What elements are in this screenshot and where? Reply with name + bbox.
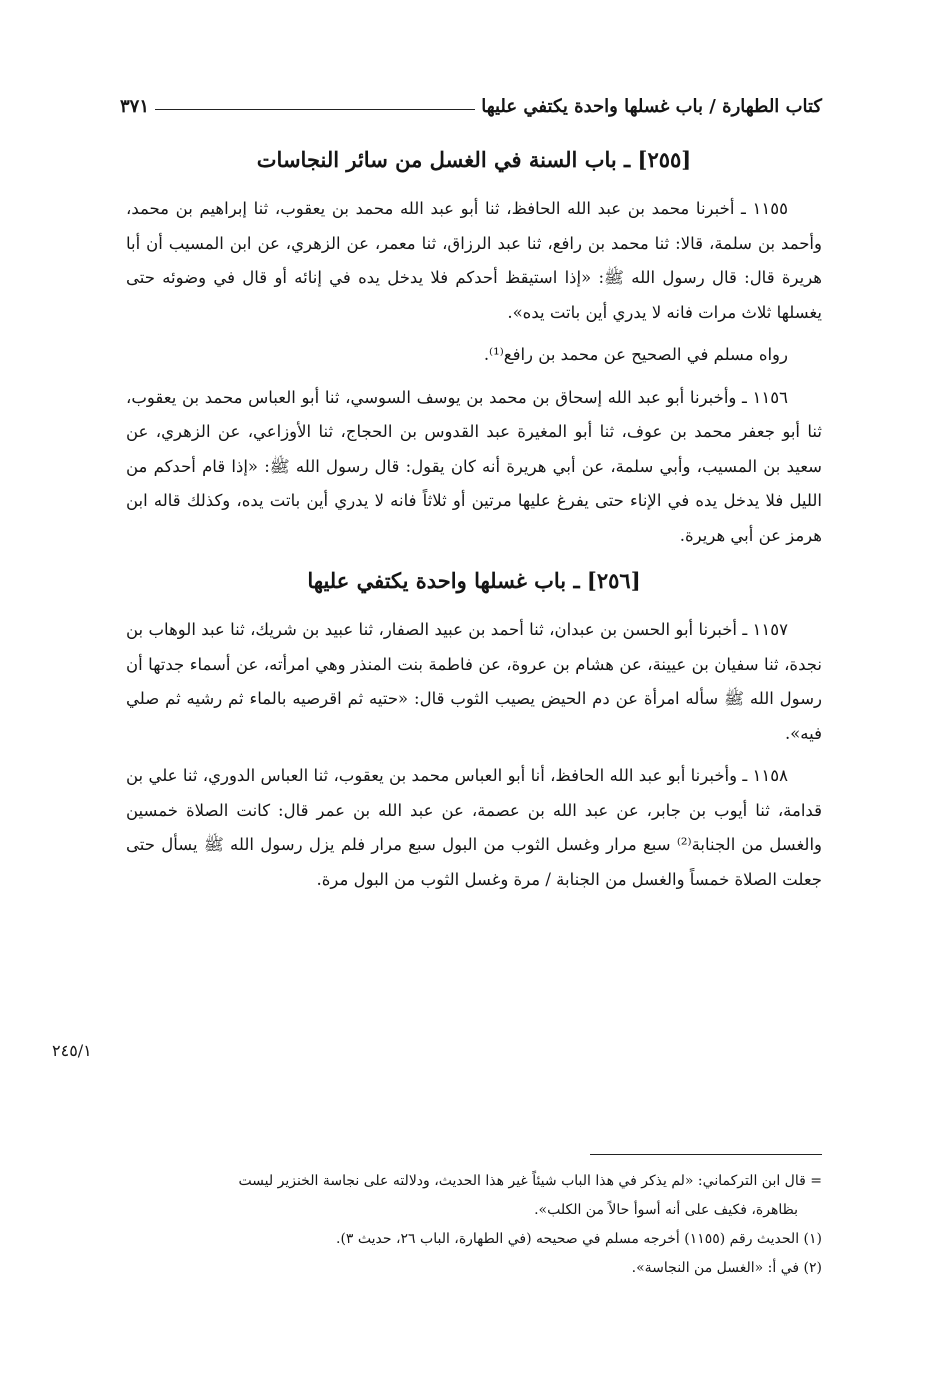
footnote-continuation: = قال ابن التركماني: «لم يذكر في هذا الباب شيئاً غير هذا الحديث، ودلالته على نجاسة الخنزير ليست xyxy=(238,1173,822,1189)
footnote-divider xyxy=(590,1154,822,1155)
hadith-1158: ١١٥٨ ـ وأخبرنا أبو عبد الله الحافظ، أنا أبو العباس محمد بن يعقوب، ثنا العباس الدوري، ثنا علي بن قدامة، ثنا أيوب بن جابر، عن عبد الله بن عصمة، عن عبد الله بن عمر قال: كانت الصلاة خمسين والغسل من الجنابة⁽²⁾ سبع مرار وغسل الثوب من البول سبع مرار فلم يزل رسول الله ﷺ يسأل حتى جعلت الصلاة خمساً والغسل من الجنابة / مرة وغسل الثوب من البول مرة. xyxy=(126,766,822,889)
footnote-1: (١) الحديث رقم (١١٥٥) أخرجه مسلم في صحيحه (في الطهارة، الباب ٢٦، حديث ٣). xyxy=(336,1231,822,1247)
running-header-title: كتاب الطهارة / باب غسلها واحدة يكتفي عليها xyxy=(481,95,822,117)
hadith-1156: ١١٥٦ ـ وأخبرنا أبو عبد الله إسحاق بن محمد بن يوسف السوسي، ثنا أبو العباس محمد بن يعقوب، ثنا أبو جعفر محمد بن عوف، ثنا أبو المغيرة عبد القدوس بن الحجاج، ثنا الأوزاعي، عن الزهري، عن سعيد بن المسيب، وأبي سلمة، عن أبي هريرة أنه كان يقول: قال رسول الله ﷺ: «إذا قام أحدكم من الليل فلا يدخل يده في الإناء حتى يفرغ عليها مرتين أو ثلاثاً فانه لا يدري أين باتت يده، وكذلك قاله ابن هرمز عن أبي هريرة. xyxy=(126,387,822,545)
hadith-1155: ١١٥٥ ـ أخبرنا محمد بن عبد الله الحافظ، ثنا أبو عبد الله محمد بن يعقوب، ثنا إبراهيم بن محمد، وأحمد بن سلمة، قالا: ثنا محمد بن رافع، ثنا عبد الرزاق، ثنا معمر، عن الزهري، عن ابن المسيب أن أبا هريرة قال: قال رسول الله ﷺ: «إذا استيقظ أحدكم فلا يدخل يده في إنائه أو قال في وضوئه حتى يغسلها ثلاث مرات فانه لا يدري أين باتت يده». xyxy=(126,199,822,322)
chapter-heading-256: [٢٥٦] ـ باب غسلها واحدة يكتفي عليها xyxy=(307,568,641,593)
footnote-2: (٢) في أ: «الغسل من النجاسة». xyxy=(631,1260,822,1276)
page-number: ٣٧١ xyxy=(120,95,150,117)
hadith-1157: ١١٥٧ ـ أخبرنا أبو الحسن بن عبدان، ثنا أحمد بن عبيد الصفار، ثنا عبيد بن شريك، ثنا عبد الوهاب بن نجدة، ثنا سفيان بن عيينة، عن هشام بن عروة، عن فاطمة بنت المنذر وهي امرأته، عن أسماء جدتها أن رسول الله ﷺ سأله امرأة عن دم الحيض يصيب الثوب قال: «حتيه ثم اقرصيه بالماء ثم رشيه ثم صلي فيه». xyxy=(126,620,822,743)
running-header xyxy=(120,86,822,126)
main-text xyxy=(126,140,822,905)
header-rule xyxy=(155,109,475,110)
margin-reference: ٢٤٥/١ xyxy=(52,1041,92,1060)
footnotes xyxy=(126,1168,822,1284)
footnote-continuation-line2: بظاهرة، فكيف على أنه أسوأ حالاً من الكلب». xyxy=(534,1202,798,1218)
chapter-heading-255: [٢٥٥] ـ باب السنة في الغسل من سائر النجاسات xyxy=(256,147,692,172)
narration-note: رواه مسلم في الصحيح عن محمد بن رافع⁽¹⁾. xyxy=(483,345,788,364)
